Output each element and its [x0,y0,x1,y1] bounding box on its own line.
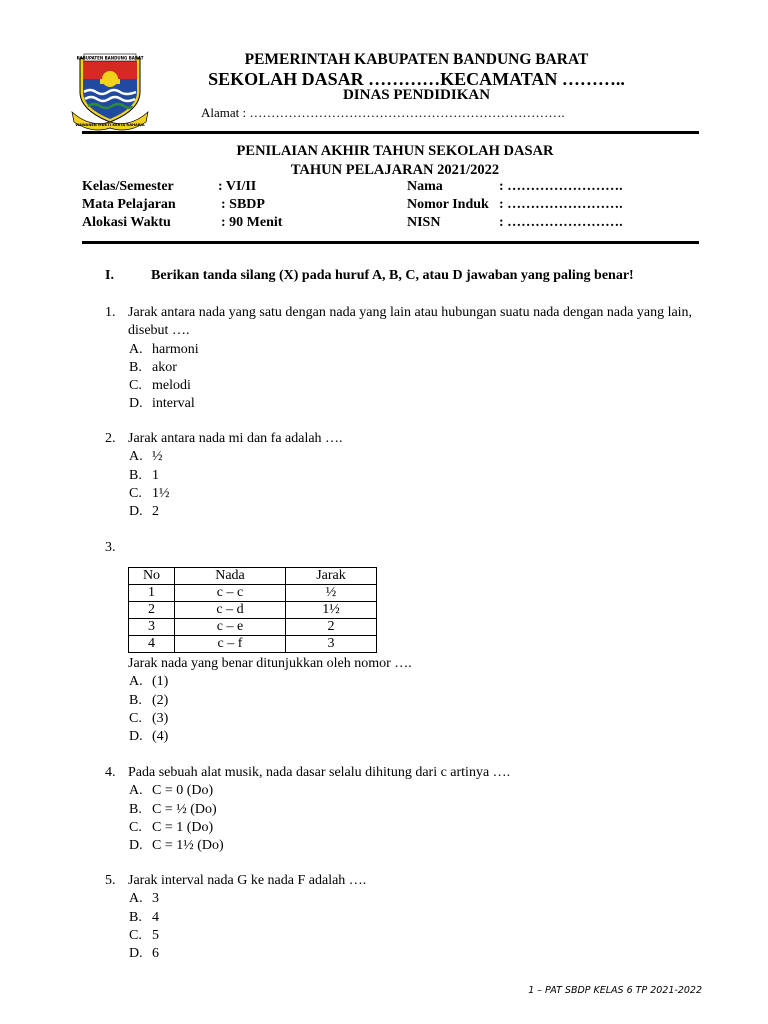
waktu-label: Alokasi Waktu [82,215,171,230]
kop-line-2: SEKOLAH DASAR …………KECAMATAN ……….. [208,69,625,89]
interval-table [128,567,377,653]
option-c[interactable]: C. (3) [129,710,169,726]
option-a[interactable]: A. (1) [129,674,169,690]
option-c[interactable]: C. C = 1 (Do) [129,819,214,835]
question-stem [105,430,705,448]
question-number: 4. [105,765,116,780]
option-c[interactable]: C. 5 [129,927,159,943]
table-header-cell: Nada [175,568,286,585]
option-d[interactable]: D. 2 [129,504,159,520]
exam-title: PENILAIAN AKHIR TAHUN SEKOLAH DASAR [236,143,554,159]
question-3 [105,655,705,746]
question-3-number: 3. [105,540,116,555]
info-divider-thick [82,241,699,244]
option-d[interactable]: D. C = 1½ (Do) [129,838,224,854]
kelas-value: : VI/II [218,179,257,194]
option-a[interactable]: A. ½ [129,449,163,465]
table-header-row [129,568,377,585]
table-header-cell: Jarak [286,568,377,585]
table-row: 1 c – c ½ [129,585,377,602]
nisn-label: NISN [407,215,441,230]
question-stem [105,655,705,673]
waktu-value: : 90 Menit [221,215,283,230]
question-stem [105,304,705,341]
kop-divider-thick [82,131,699,134]
question-after-text: Jarak nada yang benar ditunjukkan oleh nomor …. [128,656,412,671]
option-b[interactable]: B. akor [129,359,177,375]
option-b[interactable]: B. 1 [129,467,159,483]
kop-address: Alamat : ………………………………………………………………. [201,105,565,120]
question-2 [105,430,705,521]
question-text: Jarak antara nada mi dan fa adalah …. [128,431,343,446]
option-c[interactable]: C. 1½ [129,485,170,501]
option-a[interactable]: A. 3 [129,891,159,907]
question-text: Jarak antara nada yang satu dengan nada yang lain atau hubungan suatu nada dengan nada yang lain, disebut …. [128,305,693,339]
nama-value: : ……………………. [499,179,623,194]
question-number: 1. [105,305,116,320]
kop-line-3: DINAS PENDIDIKAN [342,87,491,103]
logo-motto-text: WAWANEN MUKTI KERTA RAHARJA [75,123,145,127]
question-stem [105,872,705,890]
question-4 [105,764,705,855]
kop-line-1: PEMERINTAH KABUPATEN BANDUNG BARAT [244,51,589,68]
induk-value: : ……………………. [499,197,623,212]
option-d[interactable]: D. interval [129,396,195,412]
table-row: 4 c – f 3 [129,636,377,653]
option-b[interactable]: B. C = ½ (Do) [129,801,217,817]
option-b[interactable]: B. (2) [129,692,169,708]
option-d[interactable]: D. 6 [129,946,159,962]
option-a[interactable]: A. harmoni [129,341,199,357]
nama-label: Nama [407,179,443,194]
logo-banner-text: KABUPATEN BANDUNG BARAT [76,55,144,61]
section-instruction: Berikan tanda silang (X) pada huruf A, B, C, atau D jawaban yang paling benar! [151,268,634,283]
exam-year: TAHUN PELAJARAN 2021/2022 [290,162,500,178]
induk-label: Nomor Induk [407,197,489,212]
table-row: 2 c – d 1½ [129,602,377,619]
option-d[interactable]: D. (4) [129,729,169,745]
question-text: Jarak interval nada G ke nada F adalah …. [128,873,367,888]
option-c[interactable]: C. melodi [129,378,191,394]
table-row: 3 c – e 2 [129,619,377,636]
question-text: Pada sebuah alat musik, nada dasar selalu dihitung dari c artinya …. [128,765,511,780]
option-b[interactable]: B. 4 [129,909,159,925]
option-a[interactable]: A. C = 0 (Do) [129,783,214,799]
question-stem [105,764,705,782]
page-footer: 1 – PAT SBDP KELAS 6 TP 2021-2022 [528,985,702,996]
section-number: I. [105,268,114,283]
nisn-value: : ……………………. [499,215,623,230]
question-number: 5. [105,873,116,888]
mapel-label: Mata Pelajaran [82,197,176,212]
question-1 [105,304,705,414]
mapel-value: : SBDP [221,197,265,212]
question-number: 2. [105,431,116,446]
table-header-cell: No [129,568,175,585]
kelas-label: Kelas/Semester [82,179,174,194]
question-5 [105,872,705,963]
